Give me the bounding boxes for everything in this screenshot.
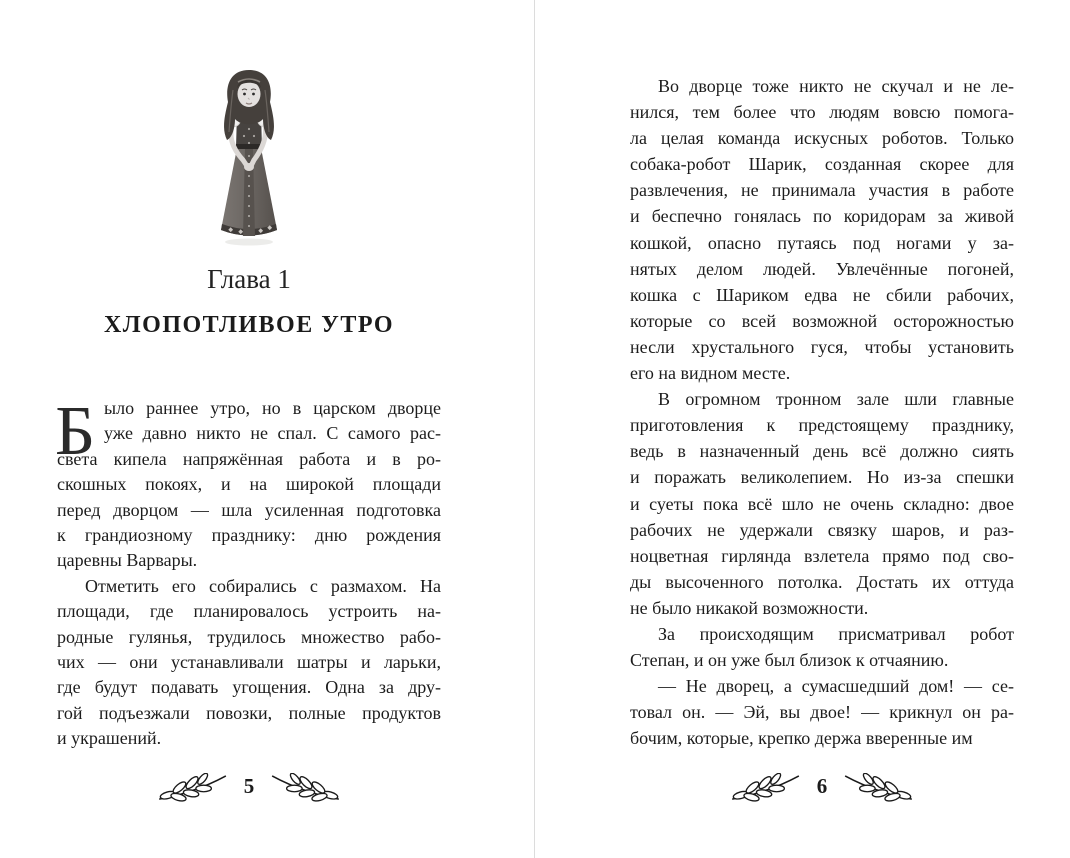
text-line: не было никакой возможности.: [630, 597, 869, 618]
paragraph: [55, 393, 441, 574]
text-line: где будут подавать угощения. Одна за дру-: [57, 677, 441, 698]
laurel-branch-icon: [843, 773, 913, 802]
text-line: царевны Варвары.: [57, 550, 198, 571]
text-line: В огромном тронном зале шли главные: [658, 389, 1014, 410]
left-page-footer: [57, 766, 441, 808]
text-line: ведь в назначенный день всё должно сиять: [630, 441, 1014, 462]
text-line: родные гулянья, трудилось множество рабо-: [57, 626, 441, 647]
page-right: [630, 0, 1014, 858]
text-line: гой подъезжали повозки, полные продуктов: [57, 702, 441, 723]
text-line: и беспечно гонялась по коридорам за живой: [630, 206, 1014, 227]
text-line: света кипела напряжённая работа и в ро-: [57, 448, 441, 469]
text-line: ыло раннее утро, но в царском дворце: [104, 398, 441, 418]
text-line: ла целая команда искусных роботов. Только: [630, 128, 1014, 149]
text-line: которые со всей возможной осторожностью: [630, 310, 1014, 331]
page-divider: [534, 0, 535, 858]
paragraph: [630, 621, 1014, 673]
text-line: рабочих не удержали связку шаров, и раз-: [630, 519, 1014, 540]
text-line: бочим, которые, крепко держа вверенные им: [630, 728, 973, 749]
text-line: кошка с Шариком едва не сбили рабочих,: [630, 284, 1014, 305]
text-line: чих — они устанавливали шатры и ларьки,: [57, 652, 441, 673]
text-line: За происходящим присматривал робот: [658, 623, 1014, 644]
text-line: Отметить его собирались с размахом. На: [85, 575, 441, 596]
drop-cap: Б: [55, 393, 96, 470]
text-line: нился, тем более что людям вовсю помога-: [630, 102, 1014, 123]
chapter-number: Глава 1: [207, 264, 291, 294]
paragraph: [57, 574, 441, 752]
page-number: 6: [816, 773, 828, 798]
text-line: несли хрустального гуся, чтобы установить: [630, 336, 1014, 357]
text-line: ноцветная гирлянда взлетела прямо под сво-: [630, 545, 1014, 566]
text-line: кошкой, опасно путаясь под ногами у за-: [630, 232, 1014, 253]
right-page-footer: [630, 766, 1014, 808]
left-page-text: [55, 393, 441, 752]
page-number: 5: [243, 773, 255, 798]
text-line: уже давно никто не спал. С самого рас-: [104, 423, 441, 444]
chapter-title: ХЛОПОТЛИВОЕ УТРО: [103, 312, 395, 338]
text-line: перед дворцом — шла усиленная подготовка: [57, 499, 441, 520]
text-line: и суеты пока всё шло не очень складно: двое: [630, 493, 1014, 514]
page-left: [57, 0, 441, 858]
text-line: скошных покоях, и на широкой площади: [57, 474, 441, 495]
text-line: и украшений.: [57, 728, 162, 749]
text-line: ды высоченного потолка. Достать их оттуда: [630, 571, 1014, 592]
princess-figurine-image: [201, 56, 297, 248]
text-line: развлечения, не принимала участия в работе: [630, 180, 1014, 201]
text-line: приготовления к предстоящему празднику,: [630, 415, 1014, 436]
text-line: его на видном месте.: [630, 363, 791, 384]
text-line: и поражать великолепием. Но из-за спешки: [630, 467, 1014, 488]
paragraph: [630, 673, 1014, 751]
princess-figurine-illustration: [201, 56, 297, 248]
text-line: Во дворце тоже никто не скучал и не ле-: [658, 76, 1014, 96]
laurel-branch-icon: [158, 773, 228, 802]
laurel-branch-icon: [270, 773, 340, 802]
text-line: к грандиозному празднику: дню рождения: [57, 525, 441, 546]
right-page-text: [630, 73, 1014, 751]
text-line: площади, где планировалось устроить на-: [57, 601, 441, 622]
laurel-branch-icon: [731, 773, 801, 802]
text-line: нятых делом людей. Увлечённые погоней,: [630, 258, 1014, 279]
text-line: — Не дворец, а сумасшедший дом! — се-: [658, 676, 1014, 697]
text-line: Степан, и он уже был близок к отчаянию.: [630, 650, 949, 671]
paragraph: [630, 73, 1014, 386]
text-line: товал он. — Эй, вы двое! — крикнул он ра-: [630, 702, 1014, 723]
text-line: собака-робот Шарик, созданная скорее для: [630, 154, 1014, 175]
paragraph: [630, 386, 1014, 621]
